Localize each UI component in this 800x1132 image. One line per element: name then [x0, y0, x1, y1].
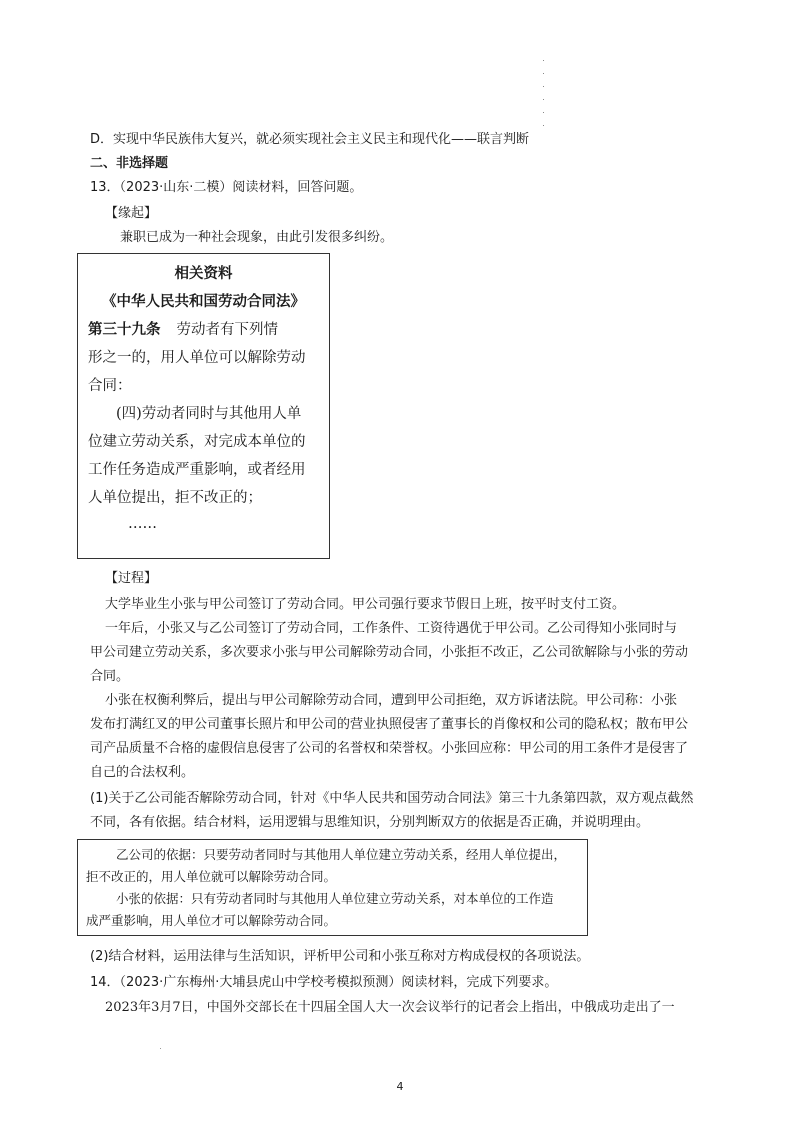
article-text: 劳动者有下列情 [176, 322, 278, 338]
question-14-p1: 2023年3月7日，中国外交部长在十四届全国人大一次会议举行的记者会上指出，中俄成功走出了一 [105, 1000, 675, 1015]
margin-dots [543, 60, 545, 138]
question-14-title: 14．（2023·广东梅州·大埔县虎山中学校考模拟预测）阅读材料，完成下列要求。 [90, 975, 558, 990]
box-line-5: 位建立劳动关系，对完成本单位的 [88, 434, 306, 450]
article-label: 第三十九条 [88, 321, 161, 338]
option-d: D．实现中华民族伟大复兴，就必须实现社会主义民主和现代化——联言判断 [90, 132, 530, 147]
question-13-title: 13．（2023·山东·二模）阅读材料，回答问题。 [90, 180, 363, 195]
views-box [77, 839, 588, 936]
page-number: 4 [396, 1080, 404, 1093]
law-excerpt-box [77, 253, 330, 559]
box-line-2: 形之一的，用人单位可以解除劳动 [88, 350, 306, 366]
xiaozhang-view-l1: 小张的依据：只有劳动者同时与其他用人单位建立劳动关系，对本单位的工作造 [116, 891, 554, 906]
box-line-6: 工作任务造成严重影响，或者经用 [88, 462, 306, 478]
process-p1: 大学毕业生小张与甲公司签订了劳动合同。甲公司强行要求节假日上班，按平时支付工资。 [105, 597, 626, 612]
subquestion-2: (2)结合材料，运用法律与生活知识，评析甲公司和小张互称对方构成侵权的各项说法。 [90, 949, 590, 964]
box-heading: 相关资料 [174, 266, 233, 282]
process-p3-l4: 自己的合法权利。 [90, 765, 195, 780]
margin-dot [160, 1048, 161, 1049]
company-b-view-l2: 拒不改正的，用人单位就可以解除劳动合同。 [86, 869, 337, 884]
box-line-4: (四)劳动者同时与其他用人单 [116, 406, 302, 422]
process-p3-l3: 司产品质量不合格的虚假信息侵害了公司的名誉权和荣誉权。小张回应称：甲公司的用工条件才是侵害了 [90, 741, 689, 756]
subquestion-1-l1: (1)关于乙公司能否解除劳动合同，针对《中华人民共和国劳动合同法》第三十九条第四款，双方观点截然 [90, 791, 694, 806]
xiaozhang-view-l2: 成严重影响，用人单位才可以解除劳动合同。 [86, 913, 337, 928]
box-line-3: 合同： [88, 378, 132, 394]
yuanqi-text: 兼职已成为一种社会现象，由此引发很多纠纷。 [120, 230, 394, 245]
process-p3-l2: 发布打满红叉的甲公司董事长照片和甲公司的营业执照侵害了董事长的肖像权和公司的隐私权；散布甲公 [90, 717, 689, 732]
process-p3-l1: 小张在权衡利弊后，提出与甲公司解除劳动合同，遭到甲公司拒绝，双方诉诸法院。甲公司称：小张 [105, 693, 678, 708]
yuanqi-tag: 【缘起】 [105, 206, 158, 221]
box-line-1 [88, 320, 278, 340]
section-heading: 二、非选择题 [90, 156, 169, 171]
subquestion-1-l2: 不同，各有依据。结合材料，运用逻辑与思维知识，分别判断双方的依据是否正确，并说明理由。 [90, 815, 650, 830]
company-b-view-l1: 乙公司的依据：只要劳动者同时与其他用人单位建立劳动关系，经用人单位提出， [116, 847, 567, 862]
process-p2-l3: 合同。 [90, 669, 130, 684]
guocheng-tag: 【过程】 [105, 571, 158, 586]
box-law-title: 《中华人民共和国劳动合同法》 [102, 294, 305, 310]
process-p2-l2: 甲公司建立劳动关系，多次要求小张与甲公司解除劳动合同，小张拒不改正，乙公司欲解除与小张的劳动 [90, 645, 689, 660]
box-line-7: 人单位提出，拒不改正的； [88, 490, 262, 506]
process-p2-l1: 一年后，小张又与乙公司签订了劳动合同，工作条件、工资待遇优于甲公司。乙公司得知小张同时与 [105, 621, 678, 636]
box-ellipsis: …… [128, 516, 157, 532]
